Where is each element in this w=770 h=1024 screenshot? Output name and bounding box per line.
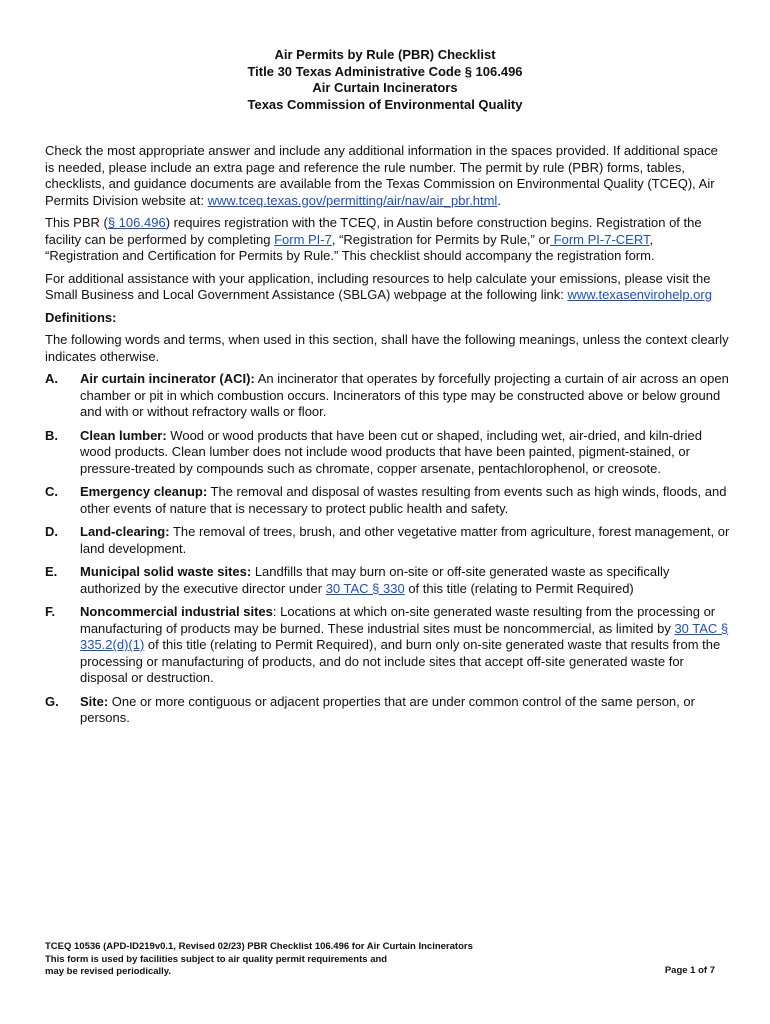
definitions-list (45, 371, 730, 727)
definition-item (45, 484, 730, 517)
tac-335-link[interactable]: 30 TAC § 335.2(d)(1) (80, 620, 729, 652)
form-pi-7-cert-link[interactable]: Form PI-7-CERT (550, 231, 650, 247)
definitions-heading: Definitions: (45, 309, 117, 325)
intro-paragraph-2: This PBR (§ 106.496) requires registration with the TCEQ, in Austin before construction begins. Registration of the facility can be performed by completing Form PI-7, “Registration for Permits by Rule,” or Form PI-7-CERT, “Registration and Certification for Permits by Rule.” This checklist should accompany the registration form. (45, 215, 702, 263)
footer-form-id: TCEQ 10536 (APD-ID219v0.1, Revised 02/23) PBR Checklist 106.496 for Air Curtain Incinerators (45, 941, 473, 952)
definition-text-continued: of this title (relating to Permit Required) (404, 580, 634, 596)
definition-item (45, 524, 730, 557)
intro-paragraph-3: For additional assistance with your application, including resources to help calculate your emissions, please visit the Small Business and Local Government Assistance (SBLGA) webpage at the following link: www.texasenvirohelp.org (45, 270, 712, 302)
title-line-3: Air Curtain Incinerators (312, 80, 458, 95)
definition-text: Landfills that may burn on-site or off-site generated waste as specifically authorized by the executive director under (80, 564, 670, 596)
rule-106-496-link[interactable]: § 106.496 (107, 215, 166, 230)
title-line-1: Air Permits by Rule (PBR) Checklist (274, 47, 496, 62)
title-line-4: Texas Commission of Environmental Quality (247, 96, 523, 112)
definition-letter: C. (45, 484, 58, 499)
definition-item (45, 604, 730, 687)
definition-letter: G. (45, 693, 59, 709)
definitions-intro: The following words and terms, when used in this section, shall have the following meanings, unless the context clearly indicates otherwise. (45, 332, 729, 364)
tac-330-link[interactable]: 30 TAC § 330 (325, 580, 405, 596)
definition-text: One or more contiguous or adjacent properties that are under common control of the same person, or persons. (80, 693, 695, 725)
definition-text-continued: of this title (relating to Permit Required), and burn only on-site generated waste that results from the processing or manufacturing of products, and do not include sites that accept off-site generated waste for disposal or destruction. (80, 637, 721, 685)
definition-item (45, 428, 730, 478)
definition-term: Air curtain incinerator (ACI): (80, 371, 255, 386)
definition-item (45, 694, 730, 727)
page-footer (45, 941, 715, 979)
definition-term: Land-clearing: (80, 524, 170, 539)
definition-term: Emergency cleanup: (80, 484, 208, 499)
definition-text: An incinerator that operates by forcefully projecting a curtain of air across an open chamber or pit in which combustion occurs. Incinerators of this type may be constructed above or below ground and with or without refractory walls or floor. (80, 371, 729, 419)
definition-text: The removal of trees, brush, and other vegetative matter from agriculture, forest management, or land development. (80, 524, 730, 556)
footer-note-2: may be revised periodically. (45, 966, 172, 977)
page-number: Page 1 of 7 (664, 965, 715, 976)
definition-item (45, 371, 730, 421)
document-body (45, 143, 730, 734)
title-line-2: Title 30 Texas Administrative Code § 106.496 (247, 63, 523, 79)
document-title (0, 47, 770, 113)
definition-text: Wood or wood products that have been cut or shaped, including wet, air-dried, and kiln-dried wood products. Clean lumber does not include wood products that have been painted, pigment-stained, or pressure-treated by compounds such as chromate, copper arsenate, pentachlorophenol, or creosote. (80, 427, 702, 476)
definition-item (45, 564, 730, 597)
definition-letter: D. (45, 524, 58, 539)
definition-text: The removal and disposal of wastes resulting from events such as high winds, floods, and other events of nature that is necessary to protect public health and safety. (80, 484, 727, 516)
definition-text: : Locations at which on-site generated waste resulting from the processing or manufacturing of products may be burned. These industrial sites must be noncommercial, as limited by (80, 604, 716, 636)
definition-term: Clean lumber: (80, 427, 167, 443)
footer-note-1: This form is used by facilities subject to air quality permit requirements and (45, 953, 388, 965)
definition-term: Site: (80, 693, 109, 709)
definition-term: Noncommercial industrial sites (80, 604, 273, 619)
form-pi-7-link[interactable]: Form PI-7 (274, 231, 332, 247)
pbr-website-link[interactable]: www.tceq.texas.gov/permitting/air/nav/air_pbr.html (207, 192, 498, 208)
definition-letter: E. (45, 564, 58, 579)
texasenvirohelp-link[interactable]: www.texasenvirohelp.org (567, 287, 712, 302)
definition-letter: A. (45, 371, 58, 386)
definition-letter: B. (45, 427, 58, 443)
definition-letter: F. (45, 604, 56, 619)
definition-term: Municipal solid waste sites: (80, 564, 252, 579)
intro-paragraph-1: Check the most appropriate answer and include any additional information in the spaces provided. If additional space is needed, please include an extra page and reference the rule number. The permit by rule (PBR) forms, tables, checklists, and guidance documents are available from the Texas Commission on Environmental Quality (TCEQ), Air Permits Division website at: www.tceq.texas.gov/permitting/air/nav/air_pbr.html. (45, 143, 718, 208)
